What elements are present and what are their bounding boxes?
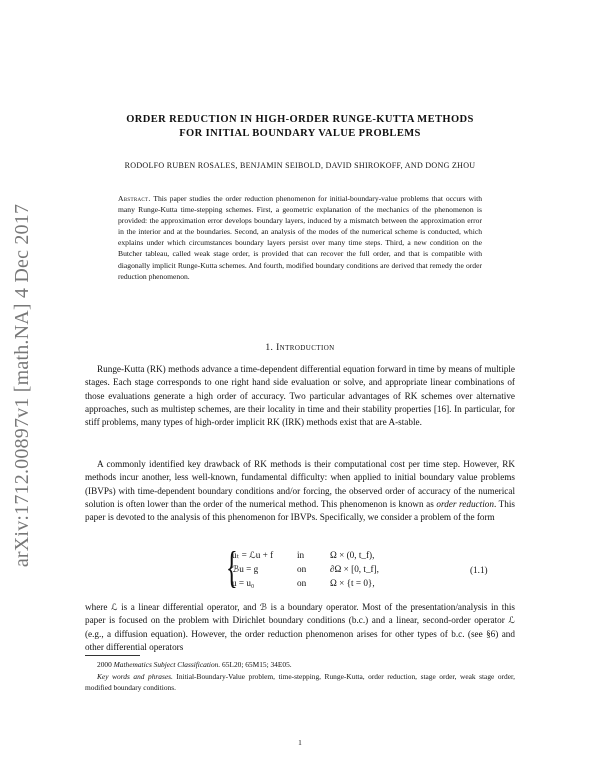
equation-number: (1.1) (470, 565, 488, 575)
keywords-footnote (85, 672, 515, 693)
keywords-text: Initial-Boundary-Value problem, time-stepping, Runge-Kutta, order reduction, stage order, weak stage order, modified boundary conditions. (85, 672, 515, 692)
left-brace: { (226, 543, 238, 592)
p2-text-after: . This paper is devoted to the analysis of this phenomenon for IBVPs. Specifically, we consider a problem of the form (85, 498, 515, 523)
paper-title-line1: ORDER REDUCTION IN HIGH-ORDER RUNGE-KUTTA METHODS (126, 114, 474, 125)
msc-label: Mathematics Subject Classification. (113, 660, 221, 669)
arxiv-identifier: arXiv:1712.00897v1 [math.NA] 4 Dec 2017 (11, 203, 34, 567)
abstract (118, 193, 482, 282)
abstract-label: Abstract. (118, 194, 151, 203)
msc-footnote (85, 660, 515, 671)
author-list: RODOLFO RUBEN ROSALES, BENJAMIN SEIBOLD, DAVID SHIROKOFF, AND DONG ZHOU (124, 161, 476, 170)
equation-domain: Ω × {t = 0}, (330, 578, 375, 588)
arxiv-sidebar (6, 190, 40, 580)
section-title: Introduction (276, 343, 335, 353)
equation-domain: Ω × (0, t_f), (330, 550, 375, 560)
equation-lhs: uₜ = ℒu + f (232, 550, 274, 560)
keywords-label: Key words and phrases. (97, 672, 173, 681)
msc-year: 2000 (97, 660, 114, 669)
p2-text-before: A commonly identified key drawback of RK methods is their computational cost per time step. However, RK methods incur another, less well-known, fundamental difficulty: when applied to initial boundary value problems (IBVPs) with time-dependent boundary conditions and/or forcing, the observed order of accuracy of the numerical solution is often lower than the order of the numerical method. This phenomenon is known as (85, 459, 515, 509)
equation-qualifier: on (297, 564, 307, 574)
section-number: 1. (265, 343, 274, 353)
equation-qualifier: in (297, 550, 305, 560)
intro-paragraph-2 (85, 458, 515, 524)
p2-emphasis: order reduction (436, 498, 494, 509)
footnote-divider (85, 655, 140, 656)
equation-qualifier: on (297, 578, 307, 588)
intro-paragraph-1: Runge-Kutta (RK) methods advance a time-dependent differential equation forward in time by means of multiple stages. Each stage corresponds to one right hand side evaluation or solve, and appropriate linear combinations of those evaluations generate a high order of accuracy. Two particular advantages of RK schemes over alternative approaches, such as multistep schemes, are their locality in time and their stability properties [16]. In particular, for stiff problems, many types of high-order implicit RK (IRK) methods exist that are A-stable. (85, 364, 515, 428)
msc-codes: 65L20; 65M15; 34E05. (220, 660, 292, 669)
equation-lhs: ℬu = g (232, 564, 259, 574)
abstract-text: This paper studies the order reduction phenomenon for initial-boundary-value problems that occurs with many Runge-Kutta time-stepping schemes. First, a geometric explanation of the mechanics of the phenomenon is provided: the approximation error develops boundary layers, induced by a mismatch between the approximation error in the interior and at the boundaries. Second, an analysis of the modes of the numerical scheme is conducted, which explains under which circumstances boundary layers persist over many time steps. Third, a new condition on the Butcher tableau, called weak stage order, is provided that can recover the full order, and that is compatible with diagonally implicit Runge-Kutta schemes. And fourth, modified boundary conditions are derived that remedy the order reduction phenomenon. (118, 194, 482, 281)
equation-lhs: u = u₀ (232, 578, 255, 588)
paper-title-line2: FOR INITIAL BOUNDARY VALUE PROBLEMS (179, 128, 421, 139)
page-number: 1 (298, 738, 302, 747)
equation-domain: ∂Ω × [0, t_f], (330, 564, 379, 574)
section-heading (70, 343, 530, 353)
intro-paragraph-3: where ℒ is a linear differential operator, and ℬ is a boundary operator. Most of the presentation/analysis in this paper is focused on the problem with Dirichlet boundary conditions (b.c.) and a linear, second-order operator ℒ (e.g., a diffusion equation). However, the order reduction phenomenon arises for other types of b.c. (see §6) and other differential operators (85, 602, 515, 652)
